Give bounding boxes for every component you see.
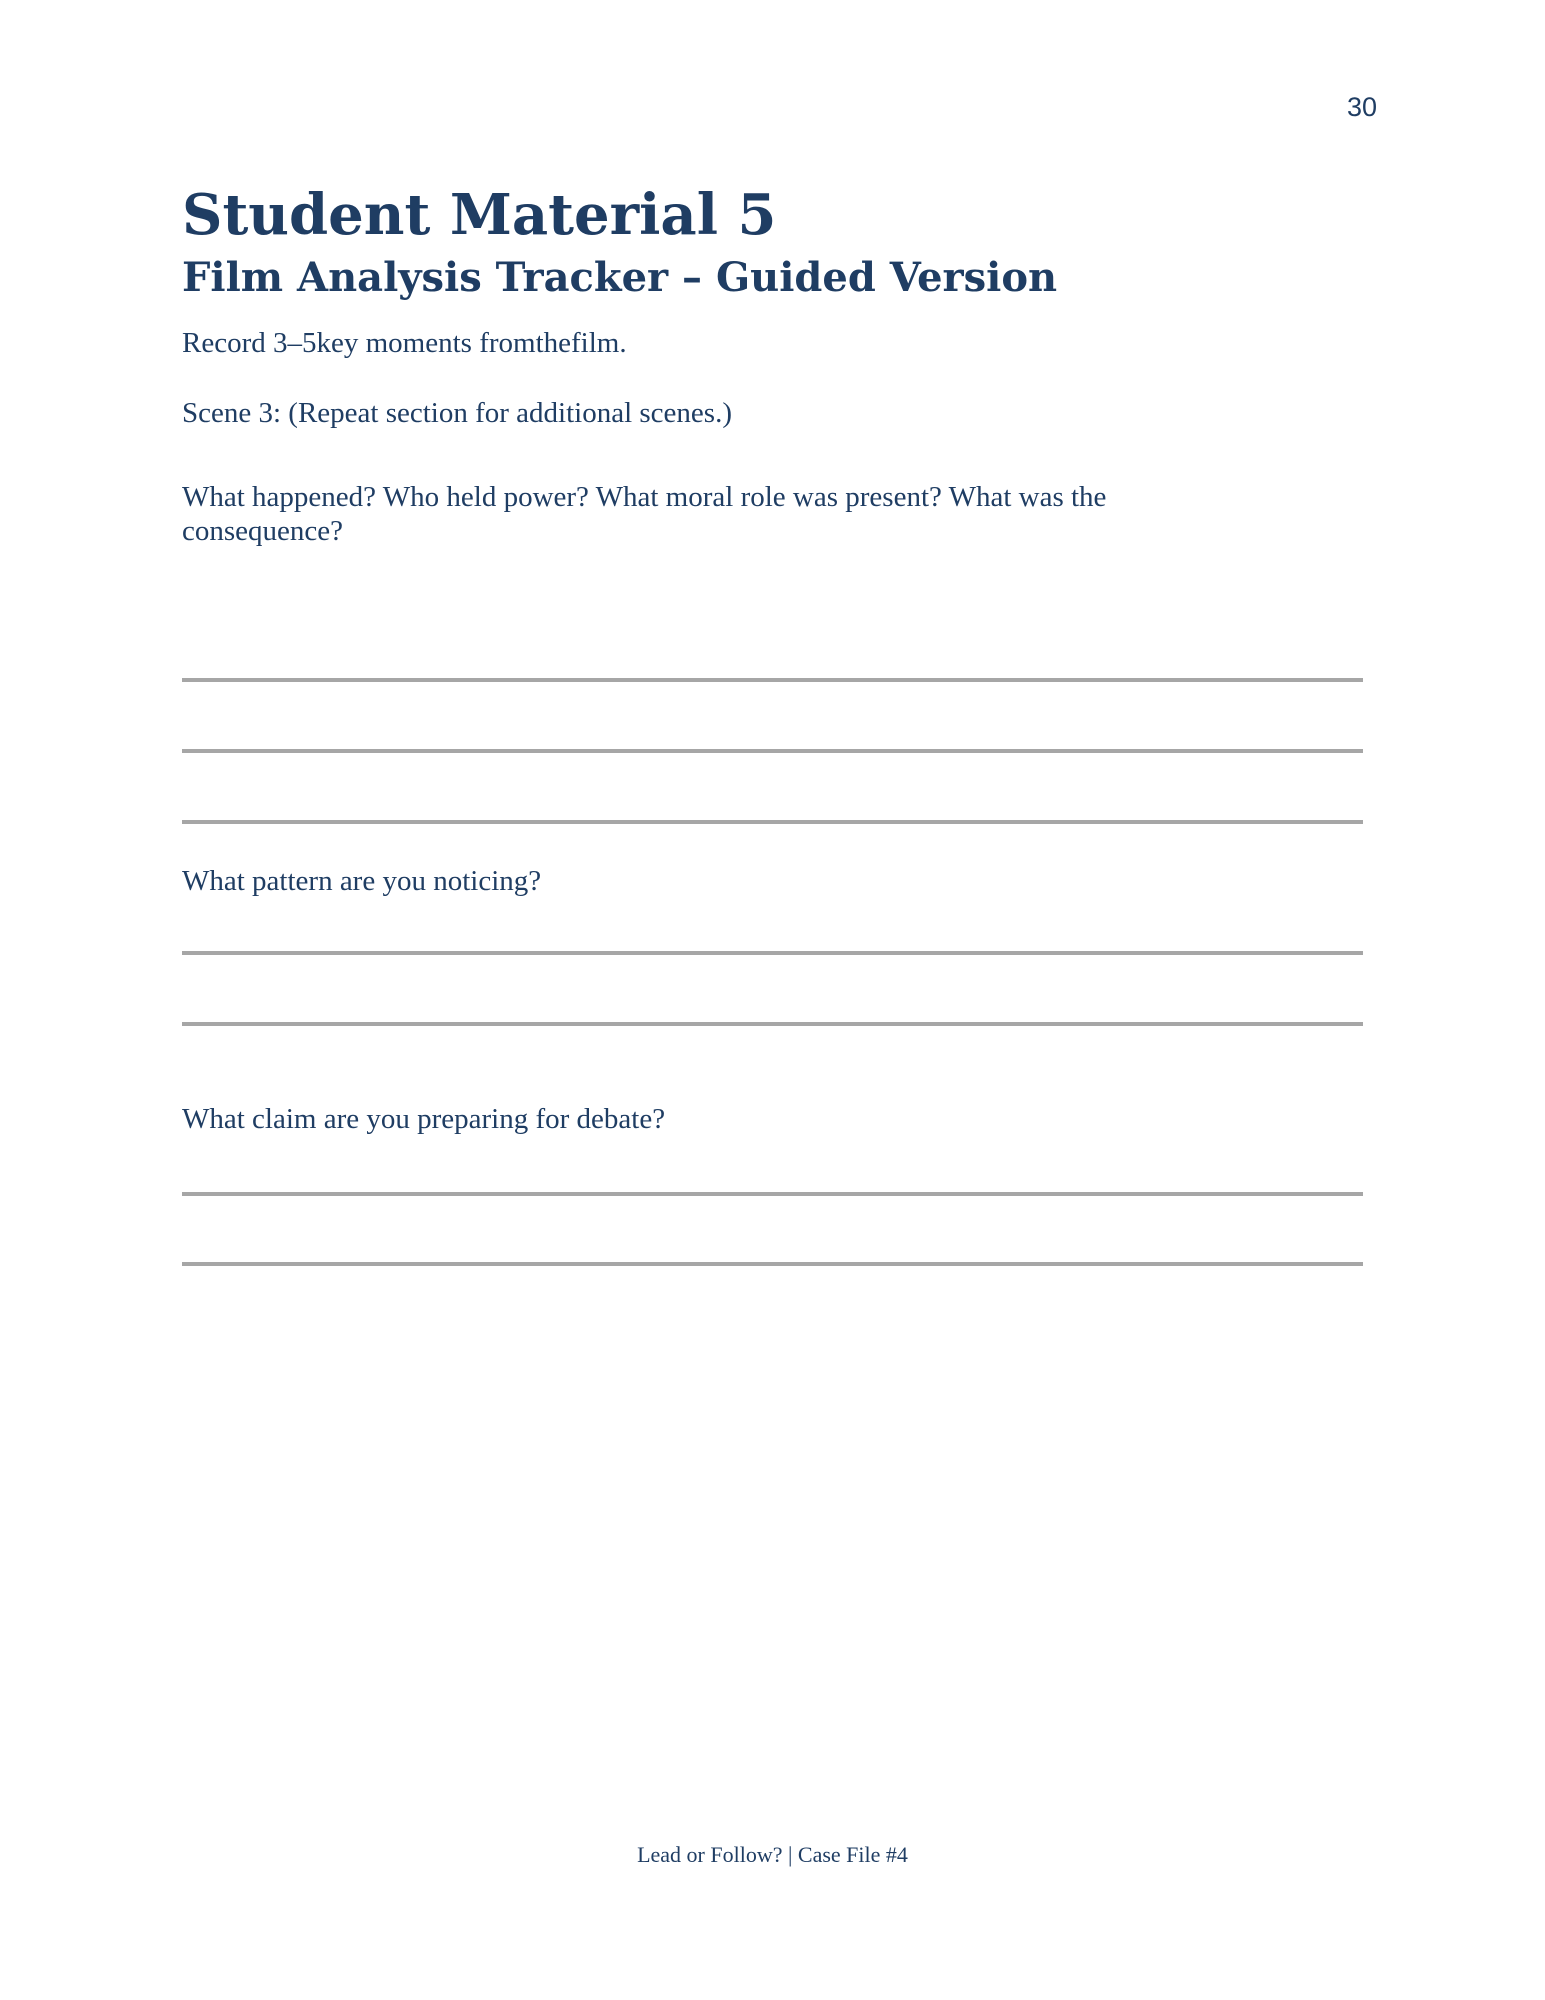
page-subtitle: Film Analysis Tracker – Guided Version	[182, 254, 1058, 301]
answer-line[interactable]	[182, 749, 1363, 753]
scene-label: Scene 3: (Repeat section for additional scenes.)	[182, 397, 732, 429]
question-claim: What claim are you preparing for debate?	[182, 1103, 666, 1135]
page-footer: Lead or Follow? | Case File #4	[637, 1842, 908, 1867]
question-pattern: What pattern are you noticing?	[182, 865, 542, 897]
question-what-happened: What happened? Who held power? What moral role was present? What was the consequence?	[182, 481, 1107, 547]
page-number: 30	[1346, 92, 1377, 122]
answer-line[interactable]	[182, 1022, 1363, 1026]
answer-line[interactable]	[182, 951, 1363, 955]
answer-line[interactable]	[182, 820, 1363, 824]
answer-line[interactable]	[182, 1262, 1363, 1266]
page-title: Student Material 5	[182, 182, 777, 248]
answer-line[interactable]	[182, 1192, 1363, 1196]
worksheet-content	[182, 180, 1363, 1266]
answer-line[interactable]	[182, 678, 1363, 682]
instruction-text: Record 3–5key moments fromthefilm.	[182, 327, 627, 359]
